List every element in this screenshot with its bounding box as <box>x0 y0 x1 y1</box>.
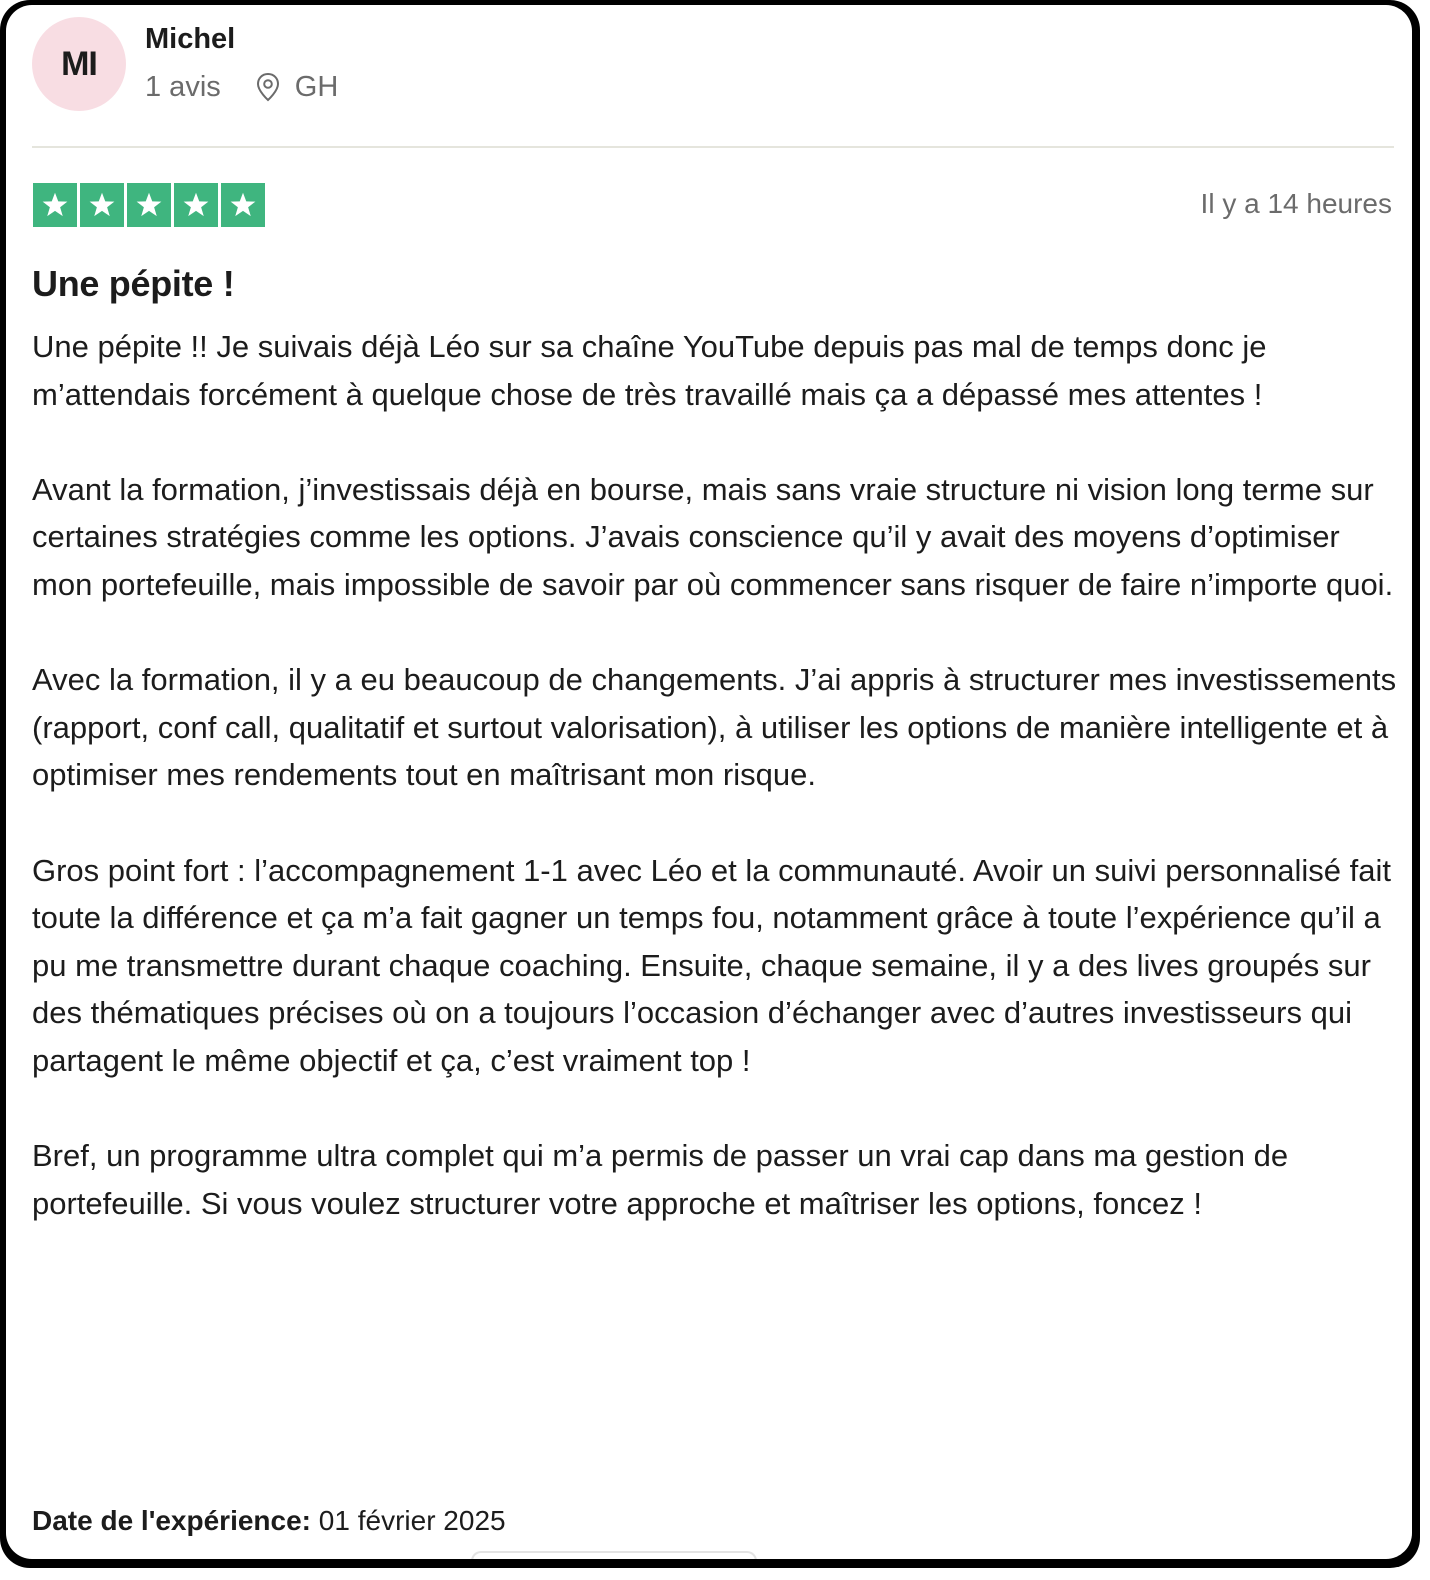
bottom-tab-edge <box>471 1551 757 1559</box>
review-paragraph: Bref, un programme ultra complet qui m’a permis de passer un vrai cap dans ma gestion de portefeuille. Si vous voulez structurer votre approche et maîtriser les options, foncez ! <box>32 1138 1289 1221</box>
review-paragraph: Avant la formation, j’investissais déjà en bourse, mais sans vraie structure ni vision long terme sur certaines stratégies comme les options. J’avais conscience qu’il y avait des moyens d’optimiser mon portefeuille, mais impossible de savoir par où commencer sans risquer de faire n’importe quoi. <box>32 471 1394 602</box>
location-pin-icon <box>255 72 281 102</box>
review-paragraph: Avec la formation, il y a eu beaucoup de changements. J’ai appris à structurer mes investissements (rapport, conf call, qualitatif et surtout valorisation), à utiliser les options de manière intelligente et à optimiser mes rendements tout en maîtrisant mon risque. <box>32 662 1397 793</box>
star-icon <box>127 183 171 227</box>
review-count: 1 avis <box>145 70 221 103</box>
star-icon <box>80 183 124 227</box>
review-time-ago: Il y a 14 heures <box>1200 188 1392 219</box>
star-rating <box>33 183 265 227</box>
review-paragraph: Une pépite !! Je suivais déjà Léo sur sa chaîne YouTube depuis pas mal de temps donc je m’attendais forcément à quelque chose de très travaillé mais ça a dépassé mes attentes ! <box>32 329 1267 412</box>
experience-date <box>32 1505 506 1537</box>
reviewer-name[interactable]: Michel <box>145 23 236 55</box>
experience-date-label: Date de l'expérience: <box>32 1505 312 1536</box>
avatar-initials: MI <box>61 44 97 83</box>
star-icon <box>174 183 218 227</box>
review-title[interactable]: Une pépite ! <box>32 263 235 304</box>
review-body <box>32 323 1402 1227</box>
reviewer-country: GH <box>294 70 339 103</box>
avatar[interactable] <box>32 17 126 111</box>
experience-date-value: 01 février 2025 <box>318 1505 506 1536</box>
star-icon <box>33 183 77 227</box>
star-icon <box>221 183 265 227</box>
divider <box>32 146 1394 148</box>
review-card <box>6 5 1412 1559</box>
review-paragraph: Gros point fort : l’accompagnement 1-1 avec Léo et la communauté. Avoir un suivi personnalisé fait toute la différence et ça m’a fait gagner un temps fou, notamment grâce à toute l’expérience qu’il a pu me transmettre durant chaque coaching. Ensuite, chaque semaine, il y a des lives groupés sur des thématiques précises où on a toujours l’occasion d’échanger avec d’autres investisseurs qui partagent le même objectif et ça, c’est vraiment top ! <box>32 852 1391 1078</box>
reviewer-meta <box>145 69 338 105</box>
